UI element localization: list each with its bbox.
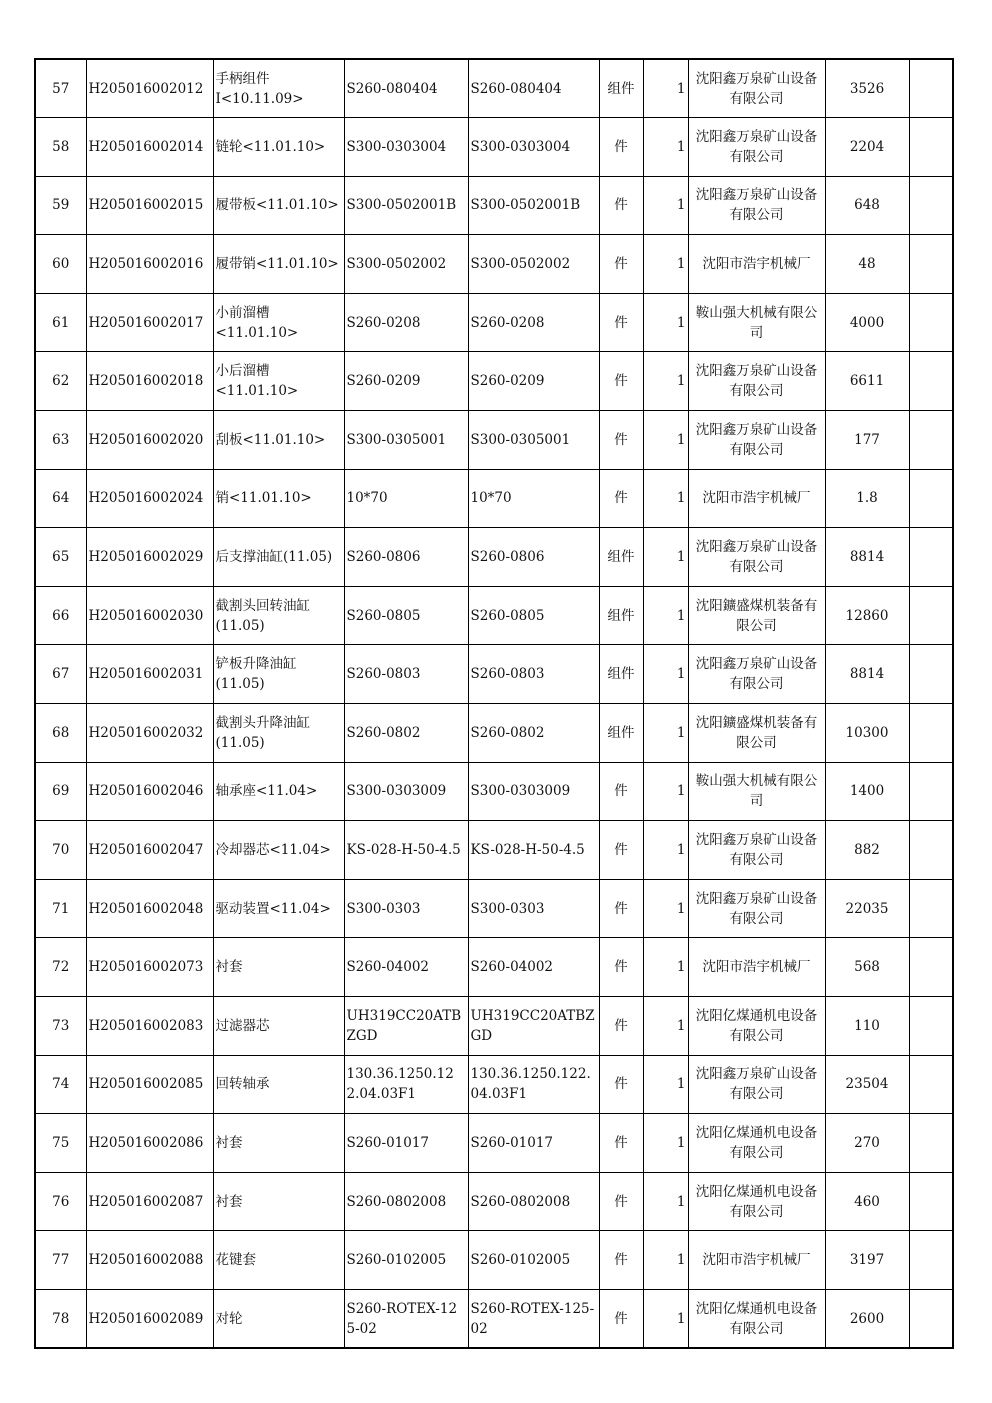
specification-cell: S260-04002 <box>344 938 468 997</box>
specification-cell: S260-0805 <box>344 586 468 645</box>
quantity-cell: 1 <box>643 176 688 235</box>
unit-price-cell: 3197 <box>825 1231 909 1290</box>
remarks-cell <box>909 1172 953 1231</box>
unit-price-cell: 6611 <box>825 352 909 411</box>
remarks-cell <box>909 645 953 704</box>
unit-price-cell: 1400 <box>825 762 909 821</box>
drawing-number-cell: S260-ROTEX-125-02 <box>468 1289 599 1348</box>
supplier-name-cell: 沈阳亿煤通机电设备有限公司 <box>688 1172 825 1231</box>
unit-price-cell: 3526 <box>825 59 909 118</box>
supplier-name-cell: 沈阳鑛盛煤机装备有限公司 <box>688 586 825 645</box>
quantity-cell: 1 <box>643 586 688 645</box>
unit-cell: 件 <box>599 469 643 528</box>
drawing-number-cell: UH319CC20ATBZGD <box>468 997 599 1056</box>
row-number-cell: 60 <box>35 235 86 294</box>
part-name-cell: 截割头回转油缸(11.05) <box>213 586 344 645</box>
drawing-number-cell: 10*70 <box>468 469 599 528</box>
specification-cell: UH319CC20ATBZGD <box>344 997 468 1056</box>
supplier-name-cell: 沈阳市浩宇机械厂 <box>688 469 825 528</box>
specification-cell: S260-080404 <box>344 59 468 118</box>
quantity-cell: 1 <box>643 293 688 352</box>
table-row <box>35 411 953 470</box>
quantity-cell: 1 <box>643 938 688 997</box>
part-name-cell: 链轮<11.01.10> <box>213 118 344 177</box>
supplier-name-cell: 沈阳市浩宇机械厂 <box>688 1231 825 1290</box>
material-code-cell: H205016002012 <box>86 59 213 118</box>
remarks-cell <box>909 293 953 352</box>
unit-cell: 件 <box>599 411 643 470</box>
material-code-cell: H205016002087 <box>86 1172 213 1231</box>
drawing-number-cell: S260-0802008 <box>468 1172 599 1231</box>
unit-price-cell: 4000 <box>825 293 909 352</box>
row-number-cell: 73 <box>35 997 86 1056</box>
supplier-name-cell: 沈阳鑫万泉矿山设备有限公司 <box>688 1055 825 1114</box>
row-number-cell: 74 <box>35 1055 86 1114</box>
unit-cell: 件 <box>599 879 643 938</box>
unit-price-cell: 882 <box>825 821 909 880</box>
table-row <box>35 645 953 704</box>
quantity-cell: 1 <box>643 762 688 821</box>
unit-cell: 件 <box>599 1114 643 1173</box>
drawing-number-cell: S260-0805 <box>468 586 599 645</box>
supplier-name-cell: 沈阳鑫万泉矿山设备有限公司 <box>688 352 825 411</box>
material-code-cell: H205016002086 <box>86 1114 213 1173</box>
table-row <box>35 997 953 1056</box>
table-row <box>35 293 953 352</box>
remarks-cell <box>909 176 953 235</box>
unit-price-cell: 22035 <box>825 879 909 938</box>
unit-cell: 件 <box>599 762 643 821</box>
part-name-cell: 铲板升降油缸(11.05) <box>213 645 344 704</box>
remarks-cell <box>909 1055 953 1114</box>
table-row <box>35 235 953 294</box>
row-number-cell: 67 <box>35 645 86 704</box>
unit-price-cell: 270 <box>825 1114 909 1173</box>
part-name-cell: 过滤器芯 <box>213 997 344 1056</box>
row-number-cell: 58 <box>35 118 86 177</box>
remarks-cell <box>909 821 953 880</box>
specification-cell: S300-0502001B <box>344 176 468 235</box>
row-number-cell: 68 <box>35 704 86 763</box>
material-code-cell: H205016002048 <box>86 879 213 938</box>
drawing-number-cell: S300-0303004 <box>468 118 599 177</box>
drawing-number-cell: S260-01017 <box>468 1114 599 1173</box>
part-name-cell: 回转轴承 <box>213 1055 344 1114</box>
part-name-cell: 小后溜槽<11.01.10> <box>213 352 344 411</box>
table-row <box>35 1172 953 1231</box>
drawing-number-cell: 130.36.1250.122.04.03F1 <box>468 1055 599 1114</box>
drawing-number-cell: S260-0209 <box>468 352 599 411</box>
material-code-cell: H205016002024 <box>86 469 213 528</box>
unit-price-cell: 1.8 <box>825 469 909 528</box>
part-name-cell: 小前溜槽<11.01.10> <box>213 293 344 352</box>
specification-cell: S260-0102005 <box>344 1231 468 1290</box>
unit-price-cell: 8814 <box>825 645 909 704</box>
drawing-number-cell: S260-0102005 <box>468 1231 599 1290</box>
part-name-cell: 衬套 <box>213 938 344 997</box>
supplier-name-cell: 沈阳鑫万泉矿山设备有限公司 <box>688 879 825 938</box>
quantity-cell: 1 <box>643 997 688 1056</box>
quantity-cell: 1 <box>643 411 688 470</box>
quantity-cell: 1 <box>643 352 688 411</box>
unit-price-cell: 177 <box>825 411 909 470</box>
row-number-cell: 71 <box>35 879 86 938</box>
material-code-cell: H205016002017 <box>86 293 213 352</box>
quantity-cell: 1 <box>643 1114 688 1173</box>
unit-cell: 件 <box>599 1231 643 1290</box>
specification-cell: S300-0305001 <box>344 411 468 470</box>
supplier-name-cell: 沈阳鑫万泉矿山设备有限公司 <box>688 411 825 470</box>
part-name-cell: 轴承座<11.04> <box>213 762 344 821</box>
supplier-name-cell: 沈阳鑫万泉矿山设备有限公司 <box>688 176 825 235</box>
unit-cell: 件 <box>599 1289 643 1348</box>
material-code-cell: H205016002089 <box>86 1289 213 1348</box>
supplier-name-cell: 沈阳鑫万泉矿山设备有限公司 <box>688 645 825 704</box>
row-number-cell: 64 <box>35 469 86 528</box>
remarks-cell <box>909 1231 953 1290</box>
supplier-name-cell: 沈阳亿煤通机电设备有限公司 <box>688 1114 825 1173</box>
part-name-cell: 驱动装置<11.04> <box>213 879 344 938</box>
material-code-cell: H205016002030 <box>86 586 213 645</box>
drawing-number-cell: S300-0303009 <box>468 762 599 821</box>
row-number-cell: 70 <box>35 821 86 880</box>
drawing-number-cell: S260-080404 <box>468 59 599 118</box>
table-row <box>35 704 953 763</box>
drawing-number-cell: S260-04002 <box>468 938 599 997</box>
remarks-cell <box>909 118 953 177</box>
table-row <box>35 59 953 118</box>
unit-price-cell: 460 <box>825 1172 909 1231</box>
remarks-cell <box>909 704 953 763</box>
part-name-cell: 后支撑油缸(11.05) <box>213 528 344 587</box>
drawing-number-cell: KS-028-H-50-4.5 <box>468 821 599 880</box>
quantity-cell: 1 <box>643 704 688 763</box>
unit-cell: 件 <box>599 938 643 997</box>
supplier-name-cell: 鞍山强大机械有限公司 <box>688 293 825 352</box>
unit-cell: 组件 <box>599 528 643 587</box>
unit-cell: 组件 <box>599 586 643 645</box>
row-number-cell: 77 <box>35 1231 86 1290</box>
material-code-cell: H205016002014 <box>86 118 213 177</box>
row-number-cell: 69 <box>35 762 86 821</box>
part-name-cell: 花键套 <box>213 1231 344 1290</box>
quantity-cell: 1 <box>643 1055 688 1114</box>
row-number-cell: 76 <box>35 1172 86 1231</box>
unit-cell: 组件 <box>599 59 643 118</box>
remarks-cell <box>909 762 953 821</box>
table-row <box>35 821 953 880</box>
material-code-cell: H205016002031 <box>86 645 213 704</box>
supplier-name-cell: 鞍山强大机械有限公司 <box>688 762 825 821</box>
table-row <box>35 879 953 938</box>
remarks-cell <box>909 469 953 528</box>
specification-cell: 10*70 <box>344 469 468 528</box>
unit-cell: 件 <box>599 821 643 880</box>
supplier-name-cell: 沈阳市浩宇机械厂 <box>688 235 825 294</box>
specification-cell: S260-0802 <box>344 704 468 763</box>
row-number-cell: 61 <box>35 293 86 352</box>
remarks-cell <box>909 411 953 470</box>
quantity-cell: 1 <box>643 59 688 118</box>
table-row <box>35 762 953 821</box>
specification-cell: S300-0502002 <box>344 235 468 294</box>
specification-cell: KS-028-H-50-4.5 <box>344 821 468 880</box>
unit-price-cell: 48 <box>825 235 909 294</box>
unit-price-cell: 648 <box>825 176 909 235</box>
material-code-cell: H205016002015 <box>86 176 213 235</box>
table-row <box>35 938 953 997</box>
row-number-cell: 65 <box>35 528 86 587</box>
material-code-cell: H205016002088 <box>86 1231 213 1290</box>
drawing-number-cell: S300-0502001B <box>468 176 599 235</box>
unit-cell: 件 <box>599 352 643 411</box>
part-name-cell: 履带板<11.01.10> <box>213 176 344 235</box>
material-code-cell: H205016002018 <box>86 352 213 411</box>
material-code-cell: H205016002047 <box>86 821 213 880</box>
supplier-name-cell: 沈阳鑫万泉矿山设备有限公司 <box>688 528 825 587</box>
quantity-cell: 1 <box>643 1172 688 1231</box>
remarks-cell <box>909 997 953 1056</box>
part-name-cell: 衬套 <box>213 1114 344 1173</box>
quantity-cell: 1 <box>643 469 688 528</box>
table-row <box>35 528 953 587</box>
remarks-cell <box>909 1114 953 1173</box>
material-code-cell: H205016002032 <box>86 704 213 763</box>
row-number-cell: 75 <box>35 1114 86 1173</box>
specification-cell: S260-ROTEX-125-02 <box>344 1289 468 1348</box>
quantity-cell: 1 <box>643 645 688 704</box>
unit-price-cell: 568 <box>825 938 909 997</box>
table-row <box>35 1114 953 1173</box>
remarks-cell <box>909 586 953 645</box>
unit-price-cell: 110 <box>825 997 909 1056</box>
specification-cell: S300-0303 <box>344 879 468 938</box>
unit-price-cell: 2204 <box>825 118 909 177</box>
supplier-name-cell: 沈阳鑫万泉矿山设备有限公司 <box>688 821 825 880</box>
table-row <box>35 1055 953 1114</box>
specification-cell: S260-0806 <box>344 528 468 587</box>
part-name-cell: 截割头升降油缸(11.05) <box>213 704 344 763</box>
unit-price-cell: 2600 <box>825 1289 909 1348</box>
table-row <box>35 469 953 528</box>
material-code-cell: H205016002046 <box>86 762 213 821</box>
material-code-cell: H205016002020 <box>86 411 213 470</box>
table-row <box>35 1231 953 1290</box>
unit-price-cell: 10300 <box>825 704 909 763</box>
part-name-cell: 销<11.01.10> <box>213 469 344 528</box>
row-number-cell: 63 <box>35 411 86 470</box>
drawing-number-cell: S260-0803 <box>468 645 599 704</box>
drawing-number-cell: S300-0305001 <box>468 411 599 470</box>
drawing-number-cell: S260-0802 <box>468 704 599 763</box>
remarks-cell <box>909 1289 953 1348</box>
supplier-name-cell: 沈阳亿煤通机电设备有限公司 <box>688 997 825 1056</box>
specification-cell: 130.36.1250.122.04.03F1 <box>344 1055 468 1114</box>
unit-cell: 件 <box>599 176 643 235</box>
unit-price-cell: 12860 <box>825 586 909 645</box>
unit-cell: 件 <box>599 997 643 1056</box>
unit-cell: 件 <box>599 118 643 177</box>
remarks-cell <box>909 528 953 587</box>
material-code-cell: H205016002073 <box>86 938 213 997</box>
row-number-cell: 62 <box>35 352 86 411</box>
material-code-cell: H205016002016 <box>86 235 213 294</box>
specification-cell: S260-0209 <box>344 352 468 411</box>
drawing-number-cell: S260-0208 <box>468 293 599 352</box>
supplier-name-cell: 沈阳鑫万泉矿山设备有限公司 <box>688 59 825 118</box>
part-name-cell: 履带销<11.01.10> <box>213 235 344 294</box>
table-row <box>35 1289 953 1348</box>
drawing-number-cell: S300-0303 <box>468 879 599 938</box>
material-code-cell: H205016002085 <box>86 1055 213 1114</box>
table-row <box>35 586 953 645</box>
supplier-name-cell: 沈阳市浩宇机械厂 <box>688 938 825 997</box>
remarks-cell <box>909 879 953 938</box>
quantity-cell: 1 <box>643 118 688 177</box>
part-name-cell: 刮板<11.01.10> <box>213 411 344 470</box>
quantity-cell: 1 <box>643 1231 688 1290</box>
quantity-cell: 1 <box>643 528 688 587</box>
unit-cell: 组件 <box>599 645 643 704</box>
drawing-number-cell: S300-0502002 <box>468 235 599 294</box>
table-row <box>35 176 953 235</box>
remarks-cell <box>909 938 953 997</box>
part-name-cell: 衬套 <box>213 1172 344 1231</box>
material-code-cell: H205016002029 <box>86 528 213 587</box>
remarks-cell <box>909 352 953 411</box>
unit-cell: 件 <box>599 293 643 352</box>
quantity-cell: 1 <box>643 1289 688 1348</box>
quantity-cell: 1 <box>643 879 688 938</box>
material-code-cell: H205016002083 <box>86 997 213 1056</box>
specification-cell: S300-0303004 <box>344 118 468 177</box>
row-number-cell: 78 <box>35 1289 86 1348</box>
specification-cell: S260-01017 <box>344 1114 468 1173</box>
part-name-cell: 冷却器芯<11.04> <box>213 821 344 880</box>
specification-cell: S260-0802008 <box>344 1172 468 1231</box>
specification-cell: S300-0303009 <box>344 762 468 821</box>
unit-cell: 件 <box>599 235 643 294</box>
supplier-name-cell: 沈阳鑛盛煤机装备有限公司 <box>688 704 825 763</box>
table-row <box>35 352 953 411</box>
row-number-cell: 66 <box>35 586 86 645</box>
row-number-cell: 72 <box>35 938 86 997</box>
part-name-cell: 对轮 <box>213 1289 344 1348</box>
specification-cell: S260-0208 <box>344 293 468 352</box>
specification-cell: S260-0803 <box>344 645 468 704</box>
row-number-cell: 57 <box>35 59 86 118</box>
drawing-number-cell: S260-0806 <box>468 528 599 587</box>
unit-price-cell: 8814 <box>825 528 909 587</box>
quantity-cell: 1 <box>643 821 688 880</box>
parts-table <box>34 58 954 1349</box>
unit-cell: 组件 <box>599 704 643 763</box>
table-row <box>35 118 953 177</box>
supplier-name-cell: 沈阳亿煤通机电设备有限公司 <box>688 1289 825 1348</box>
quantity-cell: 1 <box>643 235 688 294</box>
unit-cell: 件 <box>599 1172 643 1231</box>
unit-cell: 件 <box>599 1055 643 1114</box>
unit-price-cell: 23504 <box>825 1055 909 1114</box>
remarks-cell <box>909 59 953 118</box>
remarks-cell <box>909 235 953 294</box>
part-name-cell: 手柄组件Ⅰ<10.11.09> <box>213 59 344 118</box>
supplier-name-cell: 沈阳鑫万泉矿山设备有限公司 <box>688 118 825 177</box>
row-number-cell: 59 <box>35 176 86 235</box>
